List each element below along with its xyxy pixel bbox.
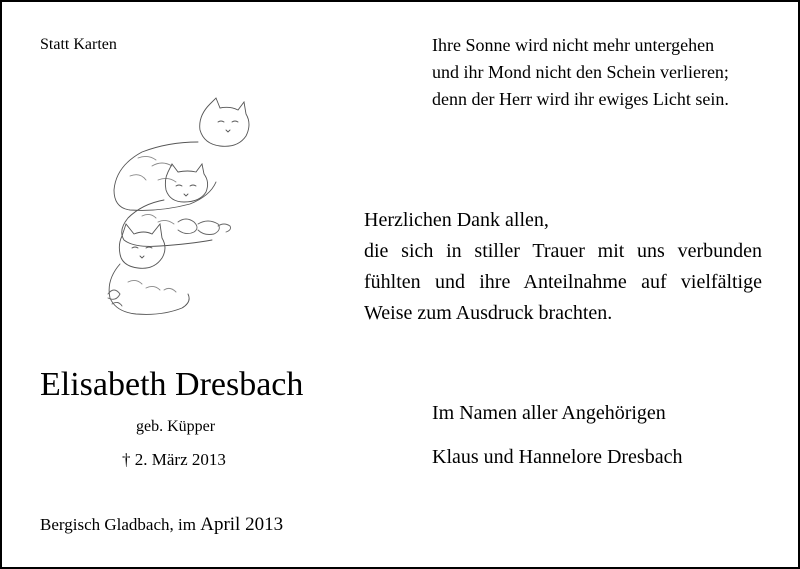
thanks-line: Herzlichen Dank allen, — [364, 209, 549, 231]
verse-line: denn der Herr wird ihr ewiges Licht sein. — [432, 89, 729, 109]
thanks-text — [364, 205, 762, 329]
thanks-line: die sich in stiller Trauer mit uns verbunden — [364, 240, 762, 262]
verse-line: und ihr Mond nicht den Schein verlieren; — [432, 62, 729, 82]
family-names: Klaus und Hannelore Dresbach — [432, 446, 683, 468]
deceased-name: Elisabeth Dresbach — [40, 366, 304, 403]
birth-name: geb. Küpper — [136, 418, 216, 435]
bible-verse — [432, 32, 729, 113]
verse-line: Ihre Sonne wird nicht mehr untergehen — [432, 35, 715, 55]
death-date: † 2. März 2013 — [122, 450, 226, 469]
statt-karten-label: Statt Karten — [40, 36, 117, 53]
month-year: April 2013 — [200, 514, 284, 535]
cats-sketch-icon — [98, 96, 256, 318]
thanks-line: Weise zum Ausdruck brachten. — [364, 302, 613, 324]
family-intro: Im Namen aller Angehörigen — [432, 402, 666, 424]
place-text: Bergisch Gladbach, im — [40, 515, 201, 534]
place-date — [40, 514, 283, 536]
thanks-line: fühlten und ihre Anteilnahme auf vielfältige — [364, 271, 762, 293]
